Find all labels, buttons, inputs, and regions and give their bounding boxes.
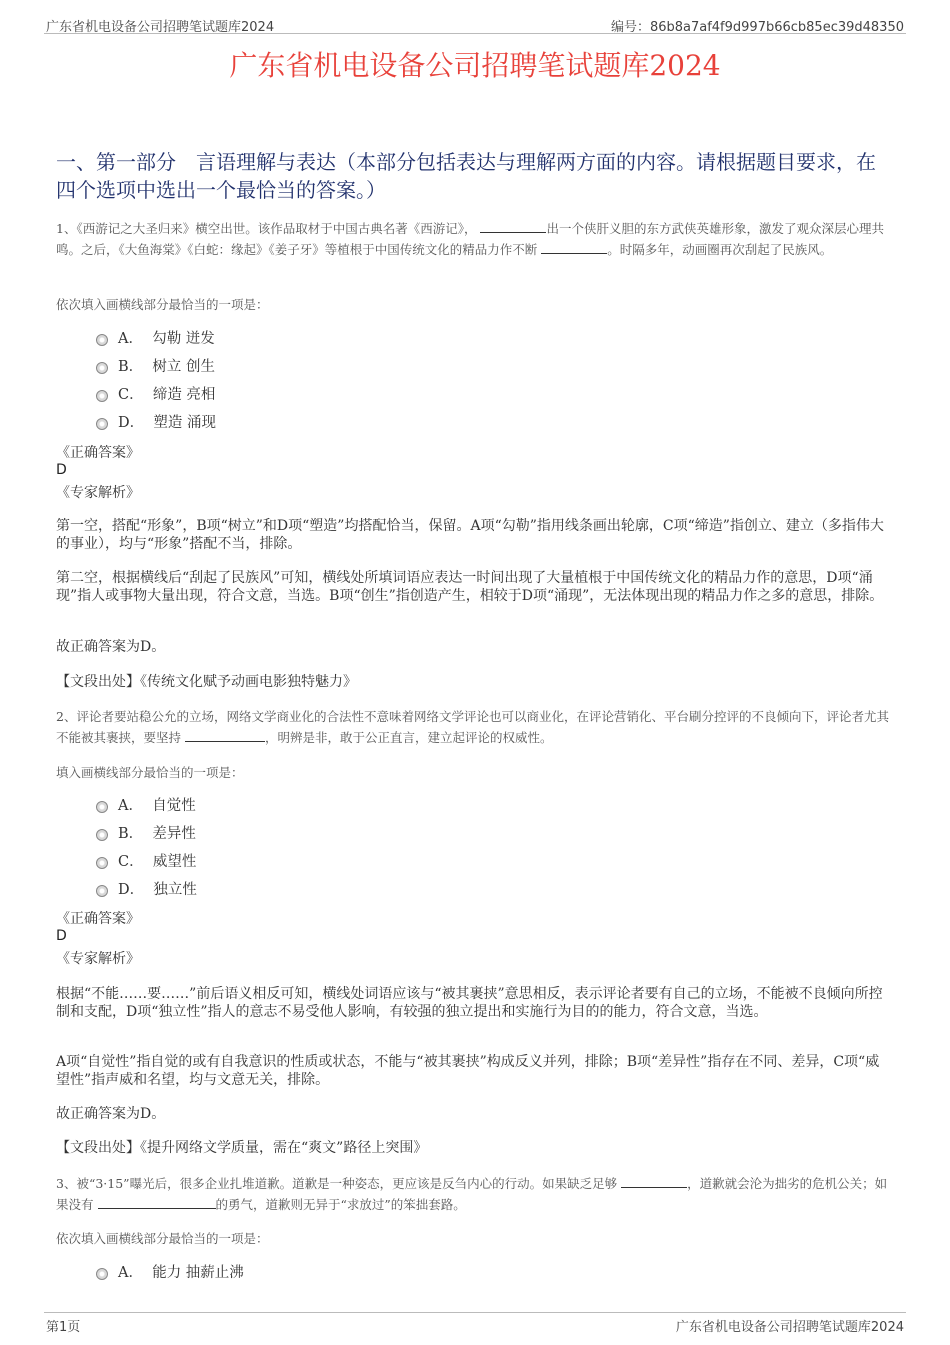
- fill-blank: [541, 241, 607, 254]
- fill-blank: [621, 1175, 687, 1188]
- radio-icon[interactable]: [96, 1268, 108, 1280]
- analysis-conclusion: 故正确答案为D。: [56, 1106, 166, 1122]
- radio-icon[interactable]: [96, 390, 108, 402]
- header-doc-title: 广东省机电设备公司招聘笔试题库2024: [46, 20, 275, 35]
- radio-icon[interactable]: [96, 801, 108, 813]
- document-title: 广东省机电设备公司招聘笔试题库2024: [229, 49, 721, 82]
- radio-icon[interactable]: [96, 334, 108, 346]
- question-1-stem: 1、《西游记之大圣归来》横空出世。该作品取材于中国古典名著《西游记》， 出一个侠肝义胆的东方武侠英雄形象，激发了观众深层心理共鸣。之后，《大鱼海棠》《白蛇：缘起》《姜子牙》等植根于中国传统文化的精品力作不断 。时隔多年，动画圈再次刮起了民族风。: [56, 221, 884, 257]
- question-3-stem: 3、被“3·15”曝光后，很多企业扎堆道歉。道歉是一种姿态，更应该是反刍内心的行动。如果缺乏足够 ，道歉就会沦为拙劣的危机公关；如果没有 的勇气，道歉则无异于“求放过”的笨拙套路。: [56, 1176, 888, 1212]
- fill-blank: [98, 1196, 216, 1209]
- answer-value: D: [56, 462, 67, 478]
- analysis-paragraph: 第一空，搭配“形象”，B项“树立”和D项“塑造”均搭配恰当，保留。A项“勾勒”指用线条画出轮廓，C项“缔造”指创立、建立（多指伟大的事业），均与“形象”搭配不当，排除。: [56, 518, 884, 552]
- answer-label: 《正确答案》: [56, 445, 140, 461]
- header-doc-id: 编号：86b8a7af4f9d997b66cb85ec39d48350: [610, 20, 904, 35]
- page-number: 第1页: [46, 1320, 81, 1335]
- page-header: [44, 14, 906, 34]
- question-3-instruction: 依次填入画横线部分最恰当的一项是：: [56, 1231, 269, 1246]
- analysis-paragraph: A项“自觉性”指自觉的或有自我意识的性质或状态，不能与“被其裹挟”构成反义并列，排除；B项“差异性”指存在不同、差异，C项“威望性”指声威和名望，均与文意无关，排除。: [56, 1054, 880, 1088]
- question-2-stem: 2、评论者要站稳公允的立场，网络文学商业化的合法性不意味着网络文学评论也可以商业化，在评论营销化、平台刷分控评的不良倾向下，评论者尤其不能被其裹挟，要坚持 ，明辨是非，敢于公正直言，建立起评论的权威性。: [56, 709, 889, 745]
- analysis-label: 《专家解析》: [56, 951, 140, 967]
- analysis-label: 《专家解析》: [56, 485, 140, 501]
- fill-blank: [480, 220, 546, 233]
- radio-icon[interactable]: [96, 885, 108, 897]
- radio-icon[interactable]: [96, 362, 108, 374]
- footer-doc-title: 广东省机电设备公司招聘笔试题库2024: [675, 1320, 904, 1335]
- section-title: 一、第一部分 言语理解与表达（本部分包括表达与理解两方面的内容。请根据题目要求，在四个选项中选出一个最恰当的答案。）: [56, 150, 876, 202]
- page-footer: [44, 1312, 906, 1334]
- analysis-conclusion: 故正确答案为D。: [56, 639, 166, 655]
- question-1-instruction: 依次填入画横线部分最恰当的一项是：: [56, 297, 269, 312]
- question-2-instruction: 填入画横线部分最恰当的一项是：: [56, 765, 244, 780]
- radio-icon[interactable]: [96, 829, 108, 841]
- answer-label: 《正确答案》: [56, 911, 140, 927]
- source-citation: 【文段出处】《传统文化赋予动画电影独特魅力》: [56, 674, 357, 690]
- radio-icon[interactable]: [96, 418, 108, 430]
- analysis-paragraph: 根据“不能……要……”前后语义相反可知，横线处词语应该与“被其裹挟”意思相反，表示评论者要有自己的立场，不能被不良倾向所控制和支配，D项“独立性”指人的意志不易受他人影响，有较强的独立提出和实施行为目的的能力，符合文意，当选。: [56, 986, 883, 1020]
- answer-value: D: [56, 928, 67, 944]
- analysis-paragraph: 第二空，根据横线后“刮起了民族风”可知，横线处所填词语应表达一时间出现了大量植根于中国传统文化的精品力作的意思，D项“涌现”指人或事物大量出现，符合文意，当选。B项“创生”指创造产生，相较于D项“涌现”，无法体现出现的精品力作之多的意思，排除。: [56, 570, 884, 604]
- source-citation: 【文段出处】《提升网络文学质量，需在“爽文”路径上突围》: [56, 1140, 428, 1156]
- radio-icon[interactable]: [96, 857, 108, 869]
- fill-blank: [185, 729, 265, 742]
